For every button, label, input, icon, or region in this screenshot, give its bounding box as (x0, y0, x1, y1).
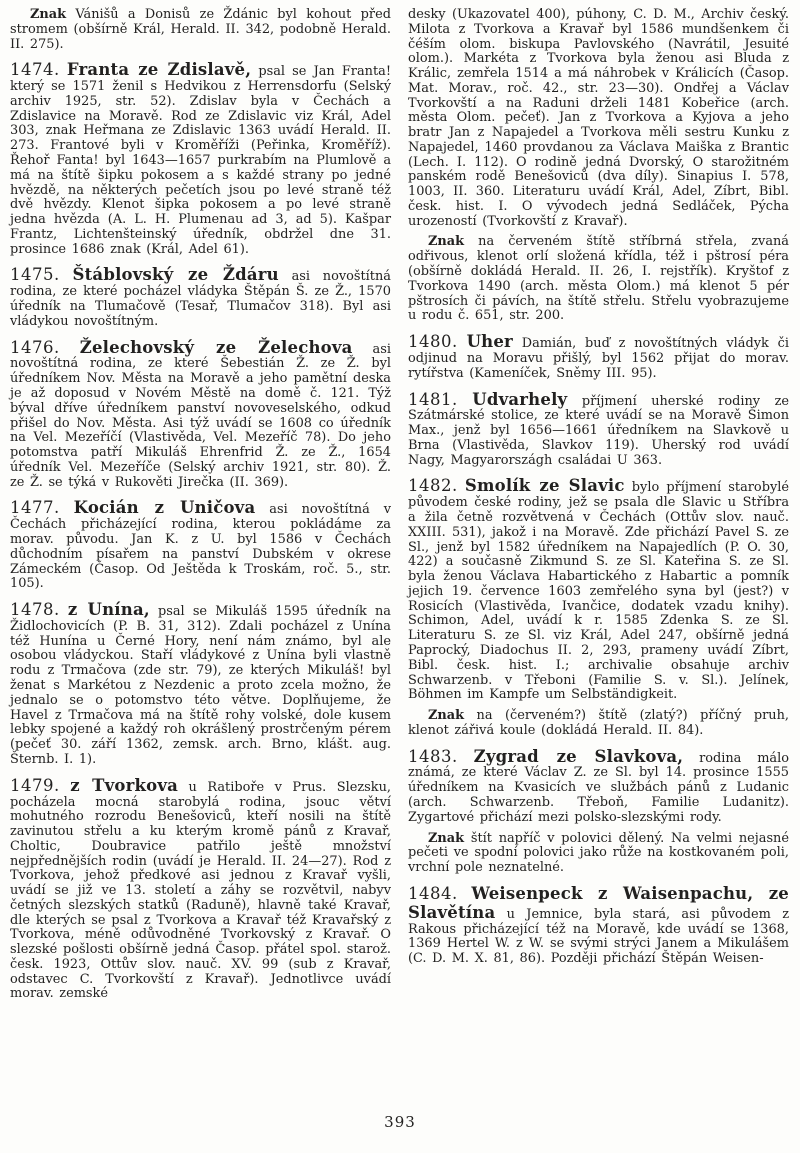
entry-1474 (10, 61, 391, 257)
entry-title: Uher (466, 332, 513, 352)
entry-1475 (10, 266, 391, 329)
entry-number: 1477. (10, 498, 60, 518)
entry-1479-continuation (408, 8, 789, 229)
entry-number: 1478. (10, 600, 60, 620)
znak-paragraph-zygrad (408, 832, 789, 876)
znak-lead: Znak (428, 708, 465, 724)
entry-number: 1476. (10, 337, 60, 357)
entry-1483 (408, 748, 789, 826)
entry-title: Udvarhely (472, 389, 568, 409)
entry-text: asi novoštítná rodina, ze které pocházel vládyka Štěpán Š. ze Ž., 1570 úředník na Tlumačově (Tesař, Tlumačov 318). Byl asi vládykou novoštítným. (10, 269, 391, 329)
entry-title: Štáblovský ze Ždáru (72, 265, 279, 285)
paragraph-text: štít napříč v polovici dělený. Na velmi nejasné pečeti ve spodní polovici jako růže na kostkovaném poli, vrchní pole neznatelné. (408, 830, 789, 876)
entry-text: příjmení uherské rodiny ze Szátmárské stolice, ze které uvádí se na Moravě Šimon Max., jenž byl 1656—1661 úředníkem na Slavkově u Brna (Vlastivěda, Slavkov 119). Uherský rod uvádí Nagy, Magyarországh családai U 363. (408, 393, 789, 468)
entry-text: asi novoštítná v Čechách přicházející rodina, kterou pokládáme za morav. původu. Jan K. z U. byl 1586 v Čechách důchodním písařem na panství Dubském v okrese Zámeckém (Časop. Od Ještěda k Troskám, roč. 5., str. 105). (10, 502, 391, 592)
entry-number: 1480. (408, 332, 458, 352)
entry-1482 (408, 477, 789, 703)
paragraph-text: Vánišů a Donisů ze Ždánic byl kohout před stromem (obšírně Král, Herald. II. 342, podobně Herald. II. 275). (10, 7, 391, 52)
entry-title: z Unína, (67, 600, 150, 620)
entry-text: bylo příjmení starobylé původem české rodiny, jež se psala dle Slavic u Stříbra a žila četně rozvětvená v Čechách (Ottův slov. nauč. XXIII. 531), jakož i na Moravě. Zde přichází Pavel S. ze Sl., jenž byl 1582 úředníkem na Napajedlích (P. O. 30, 422) a současně Zikmund S. ze Sl. Kateřina S. ze Sl. byla ženou Václava Habartického z Habartic a pomník jejich 19. července 1603 zemřelého syna byl (jest?) v Rosicích (Vlastivěda, Ivančice, dodatek vzadu knihy). Schimon, Adel, uvádí k r. 1585 Zdenka S. ze Sl. Literaturu S. ze Sl. viz Král, Adel 247, obšírně jedná Paprocký, Diadochus II. 2, 293, prameny uvádí Zíbrt, Bibl. česk. hist. I.; archivalie obsahuje archiv Schwarzenb. v Třeboni (Familie S. v. Sl.). Jelínek, Böhmen im Kampfe um Selbständigkeit. (408, 480, 789, 703)
entry-number: 1483. (408, 746, 458, 766)
paragraph-text: na červeném štítě stříbrná střela, zvaná odřivous, klenot orlí složená křídla, též i pštrosí péra (obšírně dokládá Herald. II. 26, I. rejstřík). Kryštof z Tvorkova 1490 (arch. města Olom.) má klenot 5 pér pštrosích či pávích, na štítě střelu. Střelu vyobrazujeme u rodu č. 651, str. 200. (408, 234, 789, 324)
entry-title: Želechovský ze Želechova (79, 337, 353, 357)
entry-text: psal se Jan Franta! který se 1571 ženil s Hedvikou z Herrensdorfu (Selský archiv 1925, str. 52). Zdislav byla v Čechách a Zdislavice na Moravě. Rod ze Zdislavic viz Král, Adel 303, znak Heřmana ze Zdislavic 1363 uvádí Herald. II. 273. Frantové byli v Kroměříži (Peřinka, Kroměříž). Řehoř Fanta! byl 1643—1657 purkrabím na Plumlově a má na štítě šipku pokosem a s každé strany po jedné hvězdě, na některých pečetích jsou po levé straně též dvě hvězdy. Klenot šipka pokosem a po levé straně jedna hvězda (A. L. H. Plumenau ad 3, ad 5). Kašpar Frantz, Lichtenšteinský úředník, obdržel dne 31. prosince 1686 znak (Král, Adel 61). (10, 64, 391, 257)
entry-text: u Jemnice, byla stará, asi původem z Rakous přicházející též na Moravě, kde uvádí se 1368, 1369 Hertel W. z W. se svými strýci Janem a Mikulášem (C. D. M. X. 81, 86). Později přichází Štěpán Weisen- (408, 906, 789, 967)
entry-1484 (408, 885, 789, 967)
entry-text: asi novoštítná rodina, ze které Šebestián Ž. ze Ž. byl úředníkem Nov. Města na Moravě a jeho pamětní deska je až doposud v Novém Městě na domě č. 121. Týž býval dříve úředníkem panství novoveselského, odkud přišel do Nov. Města. Asi týž uvádí se 1608 co úředník na Vel. Mezeříčí (Vlastivěda, Vel. Mezeříč 78). Do jeho potomstva patří Mikuláš Ehrenfrid Ž. ze Ž., 1654 úředník Vel. Mezeříče (Selský archiv 1921, str. 80). Ž. ze Ž. se týká v Rukověti Jirečka (II. 369). (10, 341, 391, 490)
paragraph-text: desky (Ukazovatel 400), púhony, C. D. M., Archiv český. Milota z Tvorkova a Kravař byl 1586 mundšenkem či čéším olom. biskupa Pavlovského (Navrátil, Jesuité olom.). Markéta z Tvorkova byla ženou asi Bluda z Králic, zemřela 1514 a má náhrobek v Králicích (Časop. Mat. Morav., roč. 42., str. 23—30). Ondřej a Václav Tvorkovští a na Raduni drželi 1481 Kobeřice (arch. města Olom. pečeť). Jan z Tvorkova a Kyjova a jeho bratr Jan z Napajedel a Tvorkova měli sestru Kunku z Napajedel, 1460 provdanou za Václava Maiška z Brantic (Lech. I. 112). O rodině jedná Dvorský, O starožitném panském rodě Benešoviců (dva díly). Sinapius I. 578, 1003, II. 360. Literaturu uvádí Král, Adel, Zíbrt, Bibl. česk. hist. I. O vývodech jedná Sedláček, Pýcha urozeností (Tvorkovští z Kravař). (408, 7, 789, 229)
entry-number: 1482. (408, 476, 458, 496)
entry-title: Franta ze Zdislavě, (66, 60, 252, 80)
entry-title: Weisenpeck z Waisenpachu, ze Slavětína (408, 883, 789, 922)
two-column-text (10, 8, 790, 1002)
page-number: 393 (384, 1113, 416, 1131)
right-column (408, 8, 789, 1002)
znak-paragraph-tvorkov (408, 235, 789, 324)
entry-1478 (10, 601, 391, 768)
paragraph-text: na (červeném?) štítě (zlatý?) příčný pruh, klenot zářivá koule (dokládá Herald. II. 84). (408, 708, 789, 738)
entry-text: Damián, buď z novoštítných vládyk či odjinud na Moravu přišlý, byl 1562 přijat do morav. rytířstva (Kameníček, Sněmy III. 95). (408, 336, 789, 381)
entry-title: z Tvorkova (70, 775, 179, 795)
entry-text: psal se Mikuláš 1595 úředník na Židlochovicích (P. B. 31, 312). Zdali pocházel z Unína též Hunína u Černé Hory, není nám známo, byl ale osobou vládyckou. Staří vládykové z Unína byli vlastně rodu z Trmačova (zde str. 79), ze kterých Mikuláš! byl ženat s Markétou z Nezdenic a proto zcela možno, že jednalo se o potomstvo této větve. Doplňujeme, že Havel z Trmačova má na štítě rohy volské, dole kusem lebky spojené a každý roh okrášlený prostrčeným pérem (pečeť 30. září 1362, zemsk. arch. Brno, klášt. aug. Šternb. I. 1). (10, 604, 391, 767)
entry-number: 1481. (408, 389, 458, 409)
znak-paragraph-vanisu (10, 8, 391, 52)
entry-1481 (408, 391, 789, 469)
entry-title: Smolík ze Slavic (464, 476, 625, 496)
znak-paragraph-smolik (408, 709, 789, 739)
entry-1476 (10, 339, 391, 491)
entry-text: u Ratiboře v Prus. Slezsku, pocházela mocná starobylá rodina, jsouc větví mohutného rozrodu Benešoviců, kteří nosili na štítě zavinutou střelu a ku kterým kromě pánů z Kravař, Choltic, Doubravice patřilo ještě množství nejpřednějších rodin (uvádí je Herald. II. 24—27). Rod z Tvorkova, jehož předkové asi jednou z Kravař vyšli, uvádí se již ve 13. století a záhy se rozvětvil, nabyv četných slezských statků (Raduně), hlavně také Kravař, dle kterých se psal z Tvorkova a Kravař též Kravařský z Tvorkova, méně odůvodněné Tvorkovský z Kravař. O slezské pošlosti obšírně jedná Časop. přátel spol. starož. česk. 1923, Ottův slov. nauč. XV. 99 (sub z Kravař, odstavec C. Tvorkovští z Kravař). Jednotlivce uvádí morav. zemské (10, 779, 391, 1002)
entry-number: 1474. (10, 60, 60, 80)
entry-text: rodina málo známá, ze které Václav Z. ze Sl. byl 14. prosince 1555 úředníkem na Kvasicích ve službách pánů z Ludanic (arch. Schwarzenb. Třeboň, Familie Ludanitz). Zygartové přichází mezi polsko-slezskými rody. (408, 750, 789, 825)
entry-1479 (10, 777, 391, 1003)
entry-number: 1479. (10, 775, 60, 795)
znak-lead: Znak (428, 830, 465, 846)
znak-lead: Znak (428, 234, 465, 250)
entry-1477 (10, 499, 391, 592)
znak-lead: Znak (30, 7, 67, 22)
left-column (10, 8, 391, 1002)
entry-title: Zygrad ze Slavkova, (473, 746, 684, 766)
entry-number: 1475. (10, 265, 60, 285)
entry-1480 (408, 333, 789, 381)
entry-title: Kocián z Uničova (73, 498, 256, 518)
entry-number: 1484. (408, 883, 458, 903)
